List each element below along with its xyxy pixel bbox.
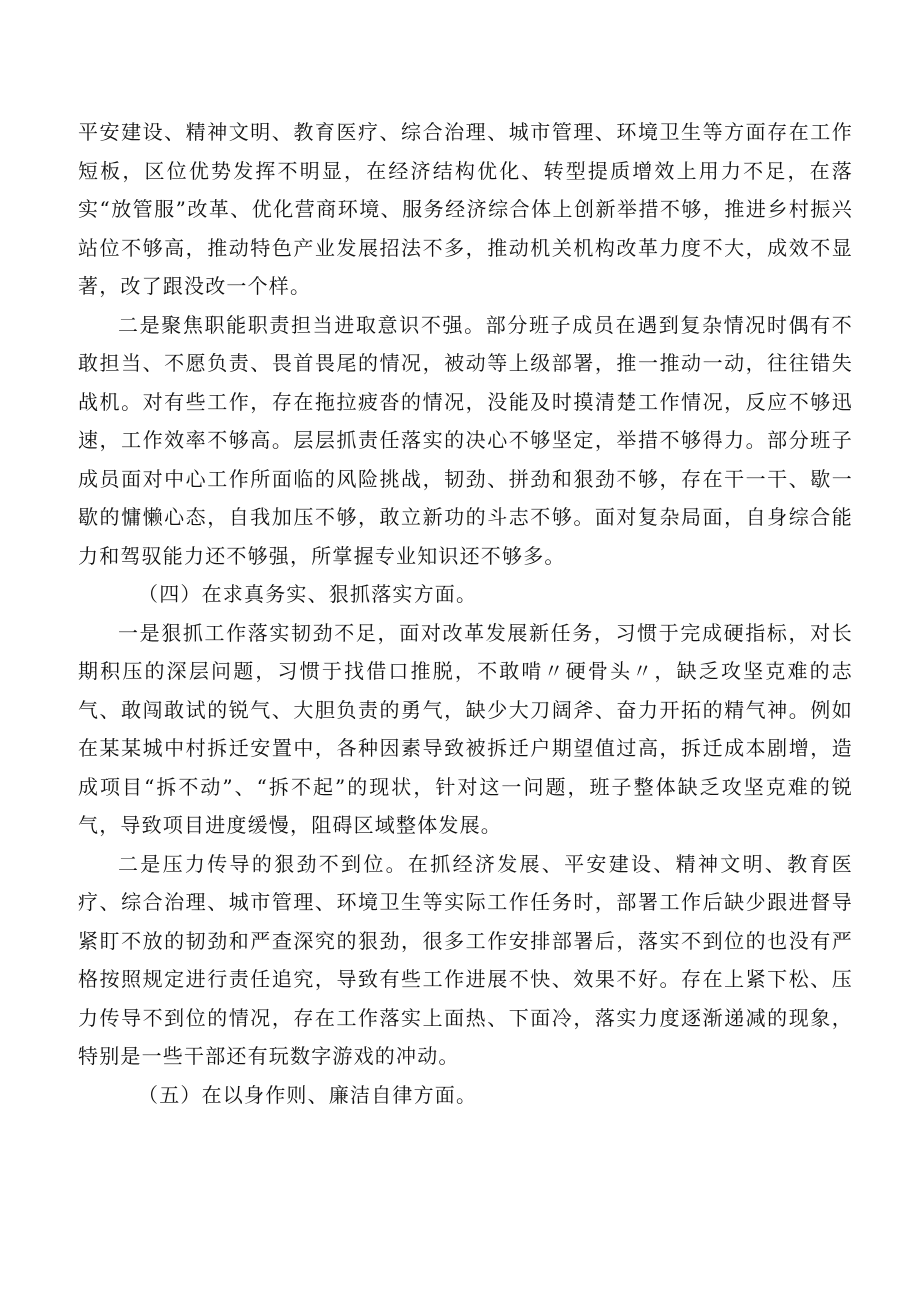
section-heading-5: （五）在以身作则、廉洁自律方面。 <box>138 1082 478 1107</box>
paragraph-continuation: 平安建设、精神文明、教育医疗、综合治理、城市管理、环境卫生等方面存在工作短板，区位优势发挥不明显，在经济结构优化、转型提质增效上用力不足，在落实“放管服”改革、优化营商环境、服务经济综合体上创新举措不够，推进乡村振兴站位不够高，推动特色产业发展招法不多，推动机关机构改革力度不大，成效不显著，改了跟没改一个样。 <box>78 120 853 298</box>
paragraph-implementation: 一是狠抓工作落实韧劲不足，面对改革发展新任务，习惯于完成硬指标，对长期积压的深层问题，习惯于找借口推脱，不敢啃〃硬骨头〃，缺乏攻坚克难的志气、敢闯敢试的锐气、大胆负责的勇气，缺少大刀阔斧、奋力开拓的精气神。例如在某某城中村拆迁安置中，各种因素导致被拆迁户期望值过高，拆迁成本剧增，造成项目“拆不动”、“拆不起”的现状，针对这一问题，班子整体缺乏攻坚克难的锐气，导致项目进度缓慢，阻碍区域整体发展。 <box>78 620 853 837</box>
document-page <box>78 113 853 1114</box>
section-heading-4: （四）在求真务实、狠抓落实方面。 <box>138 582 478 606</box>
paragraph-accountability: 二是聚焦职能职责担当进取意识不强。部分班子成员在遇到复杂情况时偶有不敢担当、不愿负责、畏首畏尾的情况，被动等上级部署，推一推动一动，往往错失战机。对有些工作，存在拖拉疲沓的情况，没能及时摸清楚工作情况，反应不够迅速，工作效率不够高。层层抓责任落实的决心不够坚定，举措不够得力。部分班子成员面对中心工作所面临的风险挑战，韧劲、拼劲和狠劲不够，存在干一干、歇一歇的慵懒心态，自我加压不够，敢立新功的斗志不够。面对复杂局面，自身综合能力和驾驭能力还不够强，所掌握专业知识还不够多。 <box>78 312 853 568</box>
paragraph-pressure: 二是压力传导的狠劲不到位。在抓经济发展、平安建设、精神文明、教育医疗、综合治理、城市管理、环境卫生等实际工作任务时，部署工作后缺少跟进督导紧盯不放的韧劲和严查深究的狠劲，很多工作安排部署后，落实不到位的也没有严格按照规定进行责任追究，导致有些工作进展不快、效果不好。存在上紧下松、压力传导不到位的情况，存在工作落实上面热、下面冷，落实力度逐渐递减的现象，特别是一些干部还有玩数字游戏的冲动。 <box>78 851 853 1068</box>
